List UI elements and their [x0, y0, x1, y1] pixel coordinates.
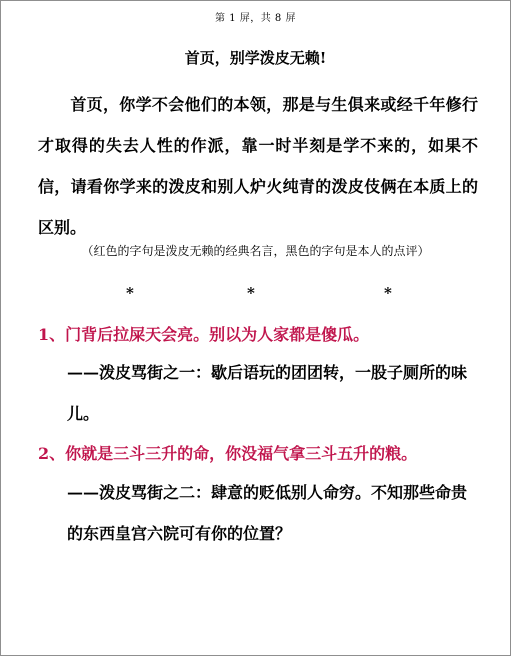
page-counter: 第 1 屏，共 8 屏: [215, 13, 296, 24]
intro-text: 首页，你学不会他们的本领，那是与生俱来或经千年修行才取得的失去人性的作派，靠一时半刻是学不来的，如果不信，请看你学来的泼皮和别人炉火纯青的泼皮伎俩在本质上的区别。: [38, 95, 478, 237]
color-legend-note: （红色的字句是泼皮无赖的经典名言，黑色的字句是本人的点评）: [81, 244, 430, 258]
quote-2: 2、你就是三斗三升的命，你没福气拿三斗五升的粮。: [38, 444, 418, 463]
quote-1: 1、门背后拉屎天会亮。别以为人家都是傻瓜。: [38, 325, 370, 344]
comment-1: ——泼皮骂街之一：歇后语玩的团团转，一股子厕所的味儿。: [67, 363, 468, 423]
separator-star: *: [126, 284, 134, 302]
page-title: 首页，别学泼皮无赖!: [184, 49, 327, 67]
section-separator: [1, 284, 510, 304]
intro-paragraph: [38, 84, 478, 248]
comment-2: ——泼皮骂街之二：肆意的贬低别人命穷。不知那些命贵的东西皇宫六院可有你的位置？: [67, 483, 468, 543]
separator-star: *: [247, 284, 255, 302]
separator-star: *: [384, 284, 392, 302]
